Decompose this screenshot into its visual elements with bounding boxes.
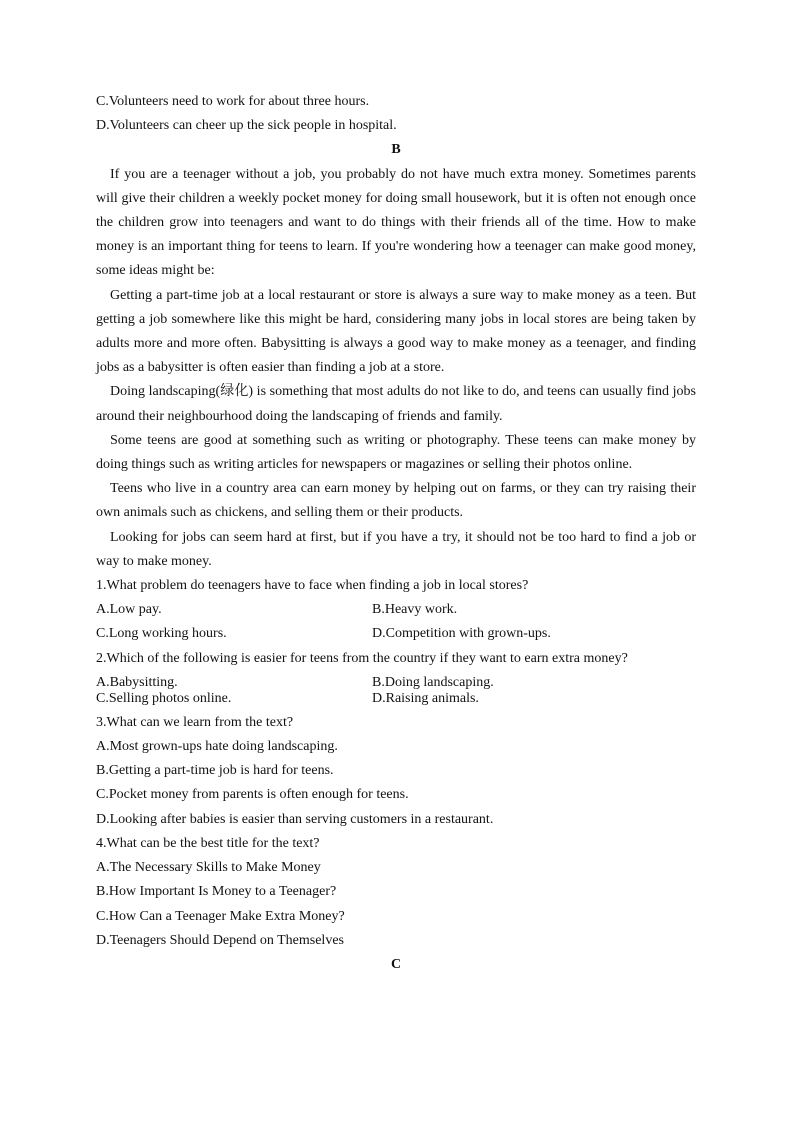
- prev-option-d: D.Volunteers can cheer up the sick people in hospital.: [96, 118, 397, 134]
- question-4-option-a: A.The Necessary Skills to Make Money: [96, 860, 321, 876]
- question-1-option-d: D.Competition with grown-ups.: [372, 626, 551, 642]
- question-2-option-c: C.Selling photos online.: [96, 690, 232, 706]
- question-2-option-a: A.Babysitting.: [96, 674, 178, 690]
- question-2-options-row-1: [96, 675, 696, 691]
- question-1-option-b: B.Heavy work.: [372, 602, 458, 618]
- passage-paragraph: Doing landscaping(绿化) is something that most adults do not like to do, and teens can usually find jobs around their neighbourhood doing the landscaping of friends and family.: [96, 384, 696, 424]
- passage-b: [96, 163, 696, 574]
- question-3-stem: 3.What can we learn from the text?: [96, 714, 294, 730]
- passage-paragraph: Looking for jobs can seem hard at first, but if you have a try, it should not be too hard to find a job or way to make money.: [96, 529, 696, 569]
- question-2-options-row-2: [96, 691, 696, 707]
- question-2-option-b: B.Doing landscaping.: [372, 674, 494, 690]
- question-2-option-d: D.Raising animals.: [372, 690, 479, 706]
- question-1-options-row-1: [96, 598, 696, 622]
- question-3-option-d: D.Looking after babies is easier than serving customers in a restaurant.: [96, 811, 494, 827]
- question-1-stem: 1.What problem do teenagers have to face when finding a job in local stores?: [96, 578, 529, 594]
- question-2-stem: 2.Which of the following is easier for teens from the country if they want to earn extra money?: [96, 650, 628, 666]
- question-3-option-a: A.Most grown-ups hate doing landscaping.: [96, 739, 338, 755]
- passage-paragraph: Getting a part-time job at a local restaurant or store is always a sure way to make money as a teen. But getting a job somewhere like this might be hard, considering many jobs in local stores are being taken by adults more and more often. Babysitting is always a good way to make money as a teenager, and finding jobs as a babysitter is often easier than finding a job at a store.: [96, 287, 696, 376]
- question-1-option-c: C.Long working hours.: [96, 626, 227, 642]
- passage-paragraph: Some teens are good at something such as writing or photography. These teens can make money by doing things such as writing articles for newspapers or magazines or selling their photos online.: [96, 432, 696, 473]
- question-3-option-c: C.Pocket money from parents is often enough for teens.: [96, 787, 409, 803]
- question-4-option-b: B.How Important Is Money to a Teenager?: [96, 884, 337, 900]
- question-4-stem: 4.What can be the best title for the text?: [96, 835, 320, 851]
- passage-paragraph: Teens who live in a country area can earn money by helping out on farms, or they can try raising their own animals such as chickens, and selling them or their products.: [96, 481, 696, 521]
- section-b-heading: B: [391, 142, 401, 158]
- section-c-heading: C: [390, 956, 402, 972]
- passage-paragraph: If you are a teenager without a job, you probably do not have much extra money. Sometimes parents will give their children a weekly pocket money for doing small housework, but it is often not enough once the children grow into teenagers and want to do things with their friends all of the time. How to make money is an important thing for teens to learn. If you're wondering how a teenager can make good money, some ideas might be:: [96, 166, 696, 279]
- question-2-options: [96, 671, 696, 711]
- question-3-option-b: B.Getting a part-time job is hard for teens.: [96, 763, 334, 779]
- question-4-option-c: C.How Can a Teenager Make Extra Money?: [96, 908, 345, 924]
- document-page: [96, 90, 696, 977]
- question-1-option-a: A.Low pay.: [96, 602, 162, 618]
- question-4-option-d: D.Teenagers Should Depend on Themselves: [96, 932, 344, 948]
- prev-option-c: C.Volunteers need to work for about three hours.: [96, 94, 370, 109]
- question-1-options-row-2: [96, 622, 696, 646]
